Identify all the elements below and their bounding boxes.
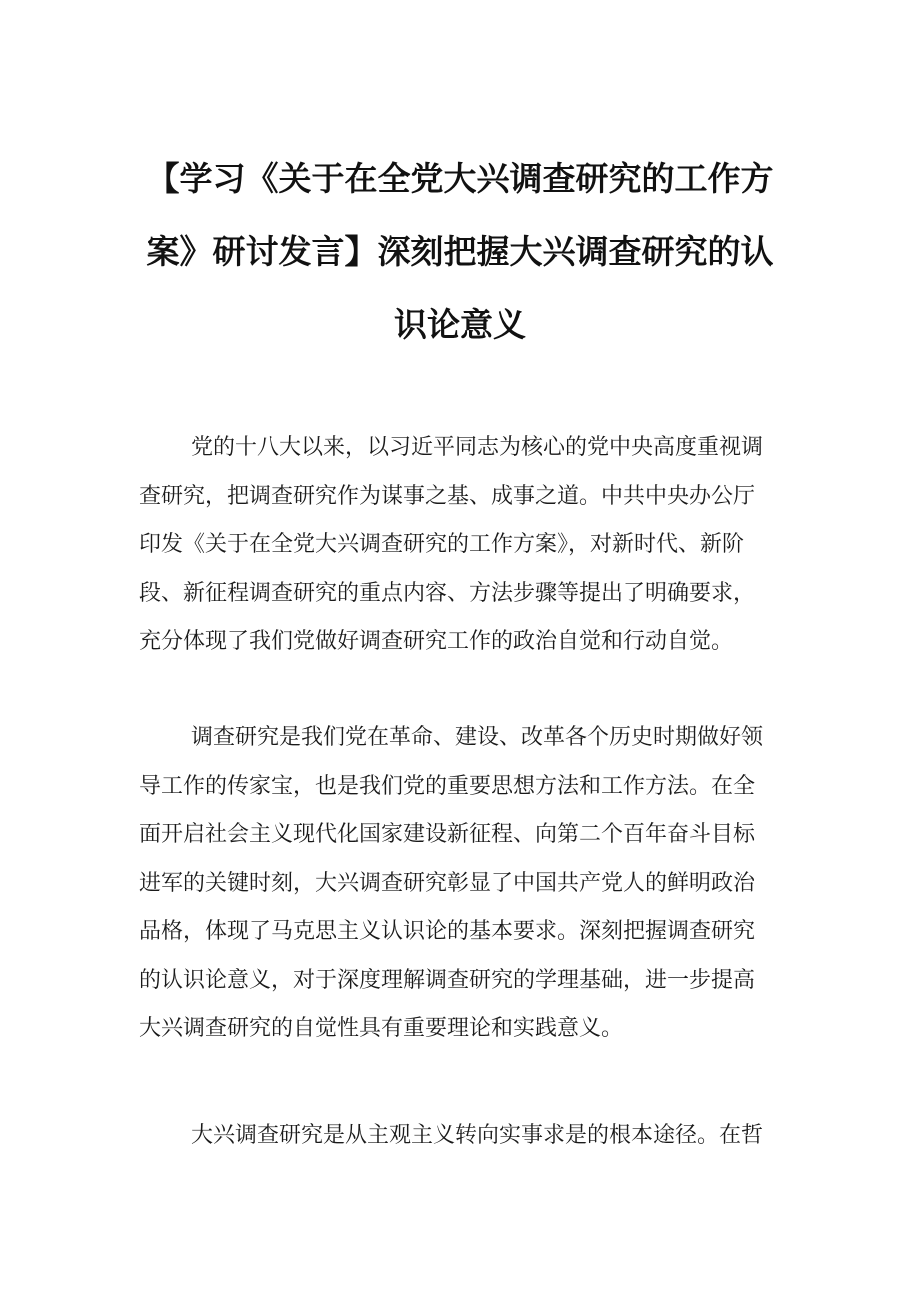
paragraph-line: 面开启社会主义现代化国家建设新征程、向第二个百年奋斗目标 bbox=[139, 822, 756, 847]
paragraph-line: 的认识论意义，对于深度理解调查研究的学理基础，进一步提高 bbox=[139, 967, 756, 993]
paragraph-line: 大兴调查研究是从主观主义转向实事求是的根本途径。在哲 bbox=[191, 1123, 764, 1148]
title-line-3: 识论意义 bbox=[394, 305, 526, 344]
paragraph-line: 调查研究是我们党在革命、建设、改革各个历史时期做好领 bbox=[191, 725, 764, 750]
paragraph-2 bbox=[139, 714, 789, 1054]
paragraph-3 bbox=[139, 1112, 789, 1161]
paragraph-line: 品格，体现了马克思主义认识论的基本要求。深刻把握调查研究 bbox=[139, 919, 756, 944]
paragraph-line: 大兴调查研究的自觉性具有重要理论和实践意义。 bbox=[139, 1016, 624, 1041]
paragraph-line: 导工作的传家宝，也是我们党的重要思想方法和工作方法。在全 bbox=[139, 773, 756, 799]
paragraph-line: 段、新征程调查研究的重点内容、方法步骤等提出了明确要求， bbox=[139, 580, 756, 606]
paragraph-line: 充分体现了我们党做好调查研究工作的政治自觉和行动自觉。 bbox=[139, 629, 734, 654]
title-line-1: 【学习《关于在全党大兴调查研究的工作方 bbox=[146, 159, 774, 198]
paragraph-line: 进军的关键时刻，大兴调查研究彰显了中国共产党人的鲜明政治 bbox=[139, 870, 756, 896]
document-title bbox=[0, 142, 920, 361]
paragraph-line: 查研究，把调查研究作为谋事之基、成事之道。中共中央办公厅 bbox=[139, 483, 756, 509]
title-line-2: 案》研讨发言】深刻把握大兴调查研究的认 bbox=[146, 232, 774, 271]
paragraph-1 bbox=[139, 424, 789, 667]
paragraph-line: 印发《关于在全党大兴调查研究的工作方案》，对新时代、新阶 bbox=[139, 532, 745, 557]
paragraph-line: 党的十八大以来，以习近平同志为核心的党中央高度重视调 bbox=[191, 435, 764, 460]
